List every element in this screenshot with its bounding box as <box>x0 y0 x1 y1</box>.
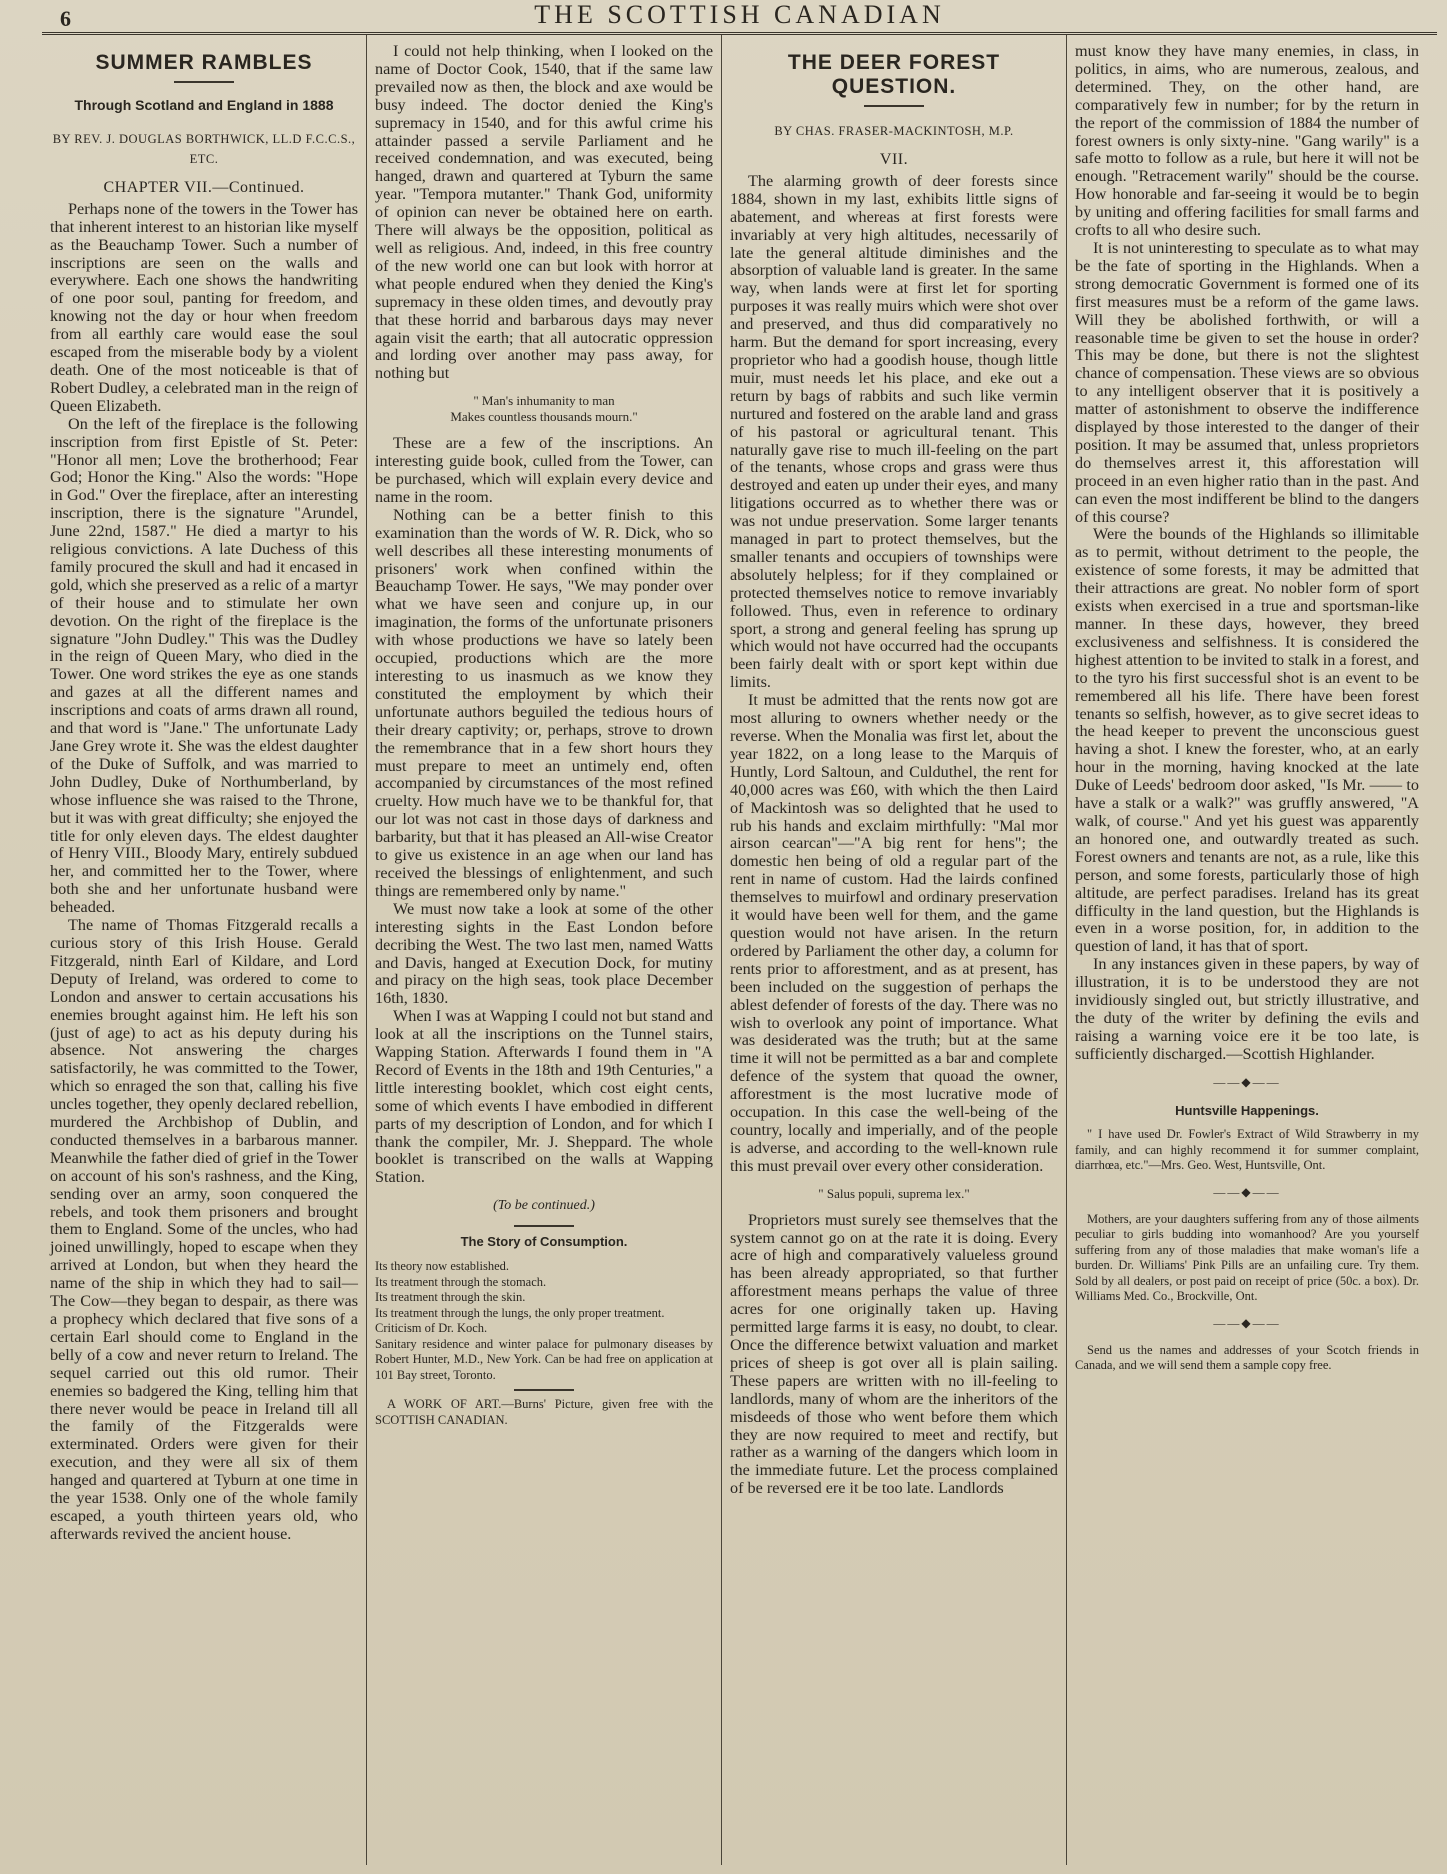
paragraph: Were the bounds of the Highlands so illimitable as to permit, without detriment to the people, the existence of some forests, it may be admitted that their attractions are great. No nobler form of sport exists when exercised in a true and sportsman-like manner. In these days, however, they breed exclusiveness and selfishness. It is considered the highest attention to be invited to stalk in a forest, and to the tyro his first successful shot is an event to be remembered all his life. There have been forest tenants so selfish, however, as to give secret ideas to the head keeper to prevent the unconscious guest having a shot. I knew the forester, who, at an early hour in the morning, having knocked at the late Duke of Leeds' bedroom door asked, "Is Mr. —— to have a stalk or a walk?" was gruffly answered, "A walk, of course." And yet his guest was apparently an honored one, and outwardly treated as such. Forest owners and tenants are not, as a rule, like this person, and some forests, particularly those of high altitude, are perfect paradises. Ireland has its great difficulty in the land question, but the Highlands is even in a worse position, for, in addition to the question of land, it has that of sport. <box>1075 525 1419 956</box>
huntsville-title: Huntsville Happenings. <box>1175 1102 1319 1118</box>
paragraph: When I was at Wapping I could not but stand and look at all the inscriptions on the Tunnel stairs, Wapping Station. Afterwards I found them in "A Record of Events in the 18th and 19th Centuries," a little interesting booklet, which cost eight cents, some of which events I have embodied in different parts of my description of London, and for which I thank the compiler, Mr. J. Sheppard. The whole booklet is transcribed on the walls at Wapping Station. <box>375 1007 713 1187</box>
page-number: 6 <box>60 6 71 31</box>
paragraph: In any instances given in these papers, by way of illustration, it is to be understood they are not invidiously singled out, but strictly illustrative, and the duty of the writer by defining the evils and raising a warning voice ere it be too late, is sufficiently discharged.—Scottish Highlander. <box>1075 955 1419 1063</box>
paragraph: must know they have many enemies, in class, in politics, in aims, who are numerous, zealous, and determined. They, on the other hand, are comparatively few in number; for by the return in the report of the commission of 1884 the number of forest owners is only sixty-nine. "Gang warily" is a safe motto to follow as a rule, but here it will not be enough. "Retracement warily" should be the course. How honorable and far-seeing it would be to begin by uniting and offering facilities for small farms and crofts to all who desire such. <box>1075 42 1419 240</box>
paragraph: It must be admitted that the rents now got are most alluring to owners whether needy or the reverse. When the Monalia was first let, about the year 1822, on a long lease to the Marquis of Huntly, Lord Saltoun, and Culduthel, the rent for 40,000 acres was £60, with which the then Laird of Mackintosh was so delighted that he used to rub his hands and exclaim mirthfully: "Mal mor airson cearcan"—"A big rent for hens"; the domestic hen being of old a regular part of the rent in name of custom. Had the lairds confined themselves to muirfowl and ordinary preservation it would have been well for them, and the game question would not have arisen. In the return ordered by Parliament the other day, a column for rents prior to afforestment, and as at present, has been included on the suggestion of perhaps the ablest defender of forests of the day. There was no wish to overlook any point of importance. What was desiderated was the truth; but at the same time it will not be permitted as a bar and complete defence of the system that quoad the owner, afforestment is the most lucrative mode of occupation. In this case the well-being of the country, locally and imperially, and of the people is adverse, and according to the well-known rule this must prevail over every other consideration. <box>730 691 1058 1175</box>
column-1 <box>42 35 367 1865</box>
huntsville-notice <box>1075 1127 1419 1174</box>
list-item: Its treatment through the stomach. <box>375 1274 547 1289</box>
notice-text: Send us the names and addresses of your Scotch friends in Canada, and we will send them a sample copy free. <box>1075 1342 1419 1373</box>
article-headline: SUMMER RAMBLES <box>95 51 313 74</box>
article-headline: THE DEER FOREST QUESTION. <box>787 51 1001 98</box>
latin-quote: " Salus populi, suprema lex." <box>818 1185 970 1201</box>
paragraph: The name of Thomas Fitzgerald recalls a curious story of this Irish House. Gerald Fitzgerald, ninth Earl of Kildare, and Lord Deputy of Ireland, was ordered to come to London and answer to certain accusations his enemies brought against him. He left his son (just of age) to act as his deputy during his absence. Not answering the charges satisfactorily, he was committed to the Tower, which so enraged the son that, calling his five uncles together, they openly declared rebellion, murdered the Archbishop of Dublin, and conducted themselves in a barbarous manner. Meanwhile the father died of grief in the Tower on account of his son's rashness, and the King, sending over an army, soon conquered the rebels, and took them prisoners and brought them to England. Some of the uncles, who had joined unwillingly, hoped to escape when they arrived at London, but when they heard the name of the ship in which they had to sail—The Cow—they began to despair, as there was a prophecy which declared that five sons of a certain Earl should come to England in the belly of a cow and never return to Ireland. The sequel carried out this old rumor. Their enemies so badgered the King, telling him that there never would be peace in Ireland till all the family of the Fitzgeralds were exterminated. Orders were given for their execution, and they were all six of them hanged and quartered at Tyburn at one time in the year 1538. Only one of the whole family escaped, a youth thirteen years old, who afterwards revived the ancient house. <box>50 916 358 1543</box>
consumption-title: The Story of Consumption. <box>460 1234 628 1250</box>
ornament-divider: ——◆—— <box>1213 1315 1281 1330</box>
columns <box>42 35 1437 1865</box>
divider <box>514 1225 574 1227</box>
continued-note: (To be continued.) <box>493 1198 595 1214</box>
divider <box>174 81 234 83</box>
chapter-heading: CHAPTER VII.—Continued. <box>103 178 305 196</box>
paragraph: The alarming growth of deer forests since 1884, shown in my last, exhibits little signs of abatement, and whereas at first forests were invariably at very high altitudes, necessarily of late the general altitude diminishes and the absorption of valuable land is greater. In the same way, when lands were at first let for sporting purposes it was really muirs which were shot over and preserved, and thus did comparatively no harm. But the demand for sport increasing, every proprietor who had a goodish house, though little muir, must needs let his place, and eke out a return by bags of rabbits and such like vermin nurtured and fostered on the arable land and grass of his pastoral or agricultural tenant. This naturally gave rise to much ill-feeling on the part of the tenants, whose crops and grass were thus destroyed and eaten up under their eyes, and many litigations occurred as to whether there was or was not undue preservation. Some larger tenants managed in part to protect themselves, but the smaller tenants and occupiers of townships were absolutely helpless; for if they complained or protected themselves notice to remove invariably followed. Thus, even in reference to ordinary sport, a strong and general feeling has sprung up which would not have occurred had the occupants been fairly dealt with or sport kept within due limits. <box>730 171 1058 692</box>
newspaper-title: THE SCOTTISH CANADIAN <box>534 0 945 29</box>
article-subhead: Through Scotland and England in 1888 <box>74 97 334 113</box>
article-byline: BY CHAS. FRASER-MACKINTOSH, M.P. <box>774 124 1014 138</box>
masthead <box>42 0 1437 35</box>
consumption-notice <box>375 1259 713 1383</box>
list-item: Its treatment through the lungs, the only proper treatment. <box>375 1305 665 1320</box>
quote-line: " Man's inhumanity to man <box>473 393 615 409</box>
paragraph: Proprietors must surely see themselves that the system cannot go on at the rate it is doing. Every acre of high and comparatively valueless ground has been already appropriated, so that further afforestment means perhaps the value of three acres for one originally taken up. Having permitted large farms it is easy, no doubt, to clear. Once the difference betwixt valuation and market prices of sheep is got over all is plain sailing. These papers are written with no ill-feeling to landlords, many of whom are the inheritors of the misdeeds of those who went before them which they are now required to meet and rectify, but rather as a warning of the dangers which loom in the immediate future. Let the process complained of be reversed ere it be too late. Landlords <box>730 1210 1058 1498</box>
list-item: Sanitary residence and winter palace for pulmonary diseases by Robert Hunter, M.D., New York. Can be had free on application at 101 Bay street, Toronto. <box>375 1336 713 1382</box>
art-notice <box>375 1397 713 1428</box>
column-4 <box>1067 35 1427 1865</box>
paragraph: Nothing can be a better finish to this examination than the words of W. R. Dick, who so well describes all these interesting monuments of prisoners' work when confined within the Beauchamp Tower. He says, "We may ponder over what we have seen and conjure up, in our imagination, the forms of the unfortunate prisoners with whose productions we have so lately been occupied, productions which are the more interesting to us inasmuch as we know they constituted the employment by which their unfortunate authors beguiled the tedious hours of their dreary captivity; or, perhaps, strove to drown the remembrance that in a few short hours they must prepare to meet an untimely end, often accompanied by circumstances of the most refined cruelty. How much have we to be thankful for, that our lot was not cast in those days of darkness and barbarity, but that it has pleased an All-wise Creator to give us existence in an age when our land has received the blessings of enlightenment, and such things are remembered only by name." <box>375 505 713 900</box>
ornament-divider: ——◆—— <box>1213 1184 1281 1199</box>
paragraph: Perhaps none of the towers in the Tower has that inherent interest to an historian like myself as the Beauchamp Tower. Such a number of inscriptions are seen on the walls and everywhere. Each one shows the handwriting of one poor soul, panting for freedom, and knowing not the day or hour when freedom from all earthly care would ease the soul escaped from the miserable body by a violent death. One of the most noticeable is that of Robert Dudley, a celebrated man in the reign of Queen Elizabeth. <box>50 199 358 415</box>
list-item: Criticism of Dr. Koch. <box>375 1321 488 1336</box>
divider <box>864 105 924 107</box>
divider <box>514 1389 574 1391</box>
paragraph: I could not help thinking, when I looked on the name of Doctor Cook, 1540, that if the same law prevailed now as then, the block and axe would be busy indeed. The doctor denied the King's supremacy in 1540, and for this awful crime his attainder passed a servile Parliament and he received condemnation, and was executed, being hanged, drawn and quartered at Tyburn the same year. "Tempora mutanter." Thank God, uniformity of opinion can never be obtained here on earth. There will always be the opposition, political as well as religious. And, indeed, in this free country of the new world one can but look with horror at what people endured when they denied the King's supremacy in these olden times, and devoutly pray that these horrid and barbarous days may never again visit the earth; that all autocratic oppression and lording over another may pass away, for nothing but <box>375 42 713 383</box>
paragraph: These are a few of the inscriptions. An interesting guide book, culled from the Tower, can be purchased, which will explain every device and name in the room. <box>375 434 713 506</box>
notice-text: Mothers, are your daughters suffering from any of those ailments peculiar to girls budding into womanhood? Are you yourself suffering from any of those maladies that make woman's life a burden. Dr. Williams' Pink Pills are an unfailing cure. Try them. Sold by all dealers, or post paid on receipt of price (50c. a box). Dr. Williams Med. Co., Brockville, Ont. <box>1075 1211 1419 1304</box>
chapter-heading: VII. <box>879 151 909 168</box>
notice-text: A WORK OF ART.—Burns' Picture, given free with the SCOTTISH CANADIAN. <box>375 1397 713 1427</box>
notice-text: " I have used Dr. Fowler's Extract of Wild Strawberry in my family, and can highly recommend it for summer complaint, diarrhœa, etc."—Mrs. Geo. West, Huntsville, Ont. <box>1075 1127 1419 1173</box>
paragraph: It is not uninteresting to speculate as to what may be the fate of sporting in the Highlands. When a strong democratic Government is formed one of its first measures must be a reform of the game laws. Will they be abolished forthwith, or will a reasonable time be given to set the house in order? This may be done, but there is not the slightest chance of compensation. These views are so obvious to any intelligent observer that it is positively a matter of astonishment to observe the indifference displayed by those interested to the danger of their position. It may be assumed that, unless proprietors do themselves arrest it, this afforestation will proceed in an even higher ratio than in the past. And can even the most indifferent be blind to the dangers of this course? <box>1075 238 1419 526</box>
quote-line: Makes countless thousands mourn." <box>450 409 638 425</box>
paragraph: On the left of the fireplace is the following inscription from first Epistle of St. Peter: "Honor all men; Love the brotherhood; Fear God; Honor the King." Also the words: "Hope in God." Over the fireplace, after an interesting inscription, there is the signature "Arundel, June 22nd, 1587." He died a martyr to his religious convictions. A late Duchess of this family procured the skull and had it encased in gold, which she preserved as a relic of a martyr of their house and to stimulate her own devotion. On the right of the fireplace is the signature "John Dudley." This was the Dudley in the reign of Queen Mary, who died in the Tower. One word strikes the eye as one stands and gazes at all the different names and inscriptions and coats of arms drawn all round, and that word is "Jane." The unfortunate Lady Jane Grey wrote it. She was the eldest daughter of the Duke of Suffolk, and was married to John Dudley, Duke of Northumberland, by whose influence she was raised to the Throne, but it was with great difficulty; she enjoyed the title for only eleven days. The eldest daughter of Henry VIII., Bloody Mary, entirely subdued her, and committed her to the Tower, where both she and her unfortunate husband were beheaded. <box>50 414 358 917</box>
list-item: Its treatment through the skin. <box>375 1290 526 1305</box>
article-byline: BY REV. J. DOUGLAS BORTHWICK, LL.D F.C.C.S., ETC. <box>52 131 356 166</box>
list-item: Its theory now established. <box>375 1259 510 1274</box>
ornament-divider: ——◆—— <box>1213 1074 1281 1089</box>
column-2 <box>367 35 722 1865</box>
verse-quote <box>375 393 713 425</box>
column-3 <box>722 35 1067 1865</box>
paragraph: We must now take a look at some of the other interesting sights in the East London before decribing the West. The two last men, named Watts and Davis, hanged at Execution Dock, for mutiny and piracy on the high seas, took place December 16th, 1830. <box>375 899 713 1008</box>
pills-notice <box>1075 1212 1419 1305</box>
send-notice <box>1075 1343 1419 1374</box>
